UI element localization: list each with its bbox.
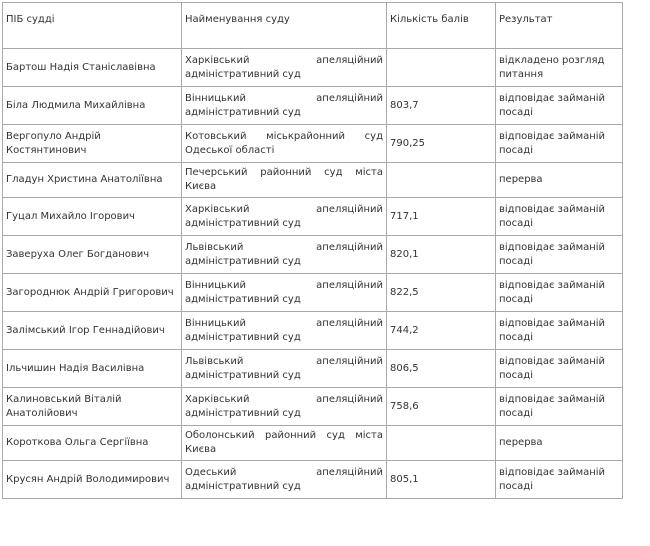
judge-name: Біла Людмила Михайлівна <box>3 87 182 125</box>
judge-name: Короткова Ольга Сергіївна <box>3 426 182 461</box>
table-row <box>3 163 623 198</box>
court-name: Вінницький апеляційний адміністративний суд <box>182 312 387 350</box>
result: відповідає займаній посаді <box>496 388 623 426</box>
court-name: Харківський апеляційний адміністративний суд <box>182 49 387 87</box>
judge-name: Гладун Христина Анатоліївна <box>3 163 182 198</box>
header-court-name: Найменування суду <box>182 3 387 49</box>
result: відповідає займаній посаді <box>496 198 623 236</box>
table-row <box>3 388 623 426</box>
score <box>387 163 496 198</box>
table-row <box>3 87 623 125</box>
table-row <box>3 198 623 236</box>
court-name: Вінницький апеляційний адміністративний суд <box>182 274 387 312</box>
court-name: Харківський апеляційний адміністративний суд <box>182 388 387 426</box>
table-row <box>3 49 623 87</box>
judge-name: Залімський Ігор Геннадійович <box>3 312 182 350</box>
score: 803,7 <box>387 87 496 125</box>
judge-name: Бартош Надія Станіславівна <box>3 49 182 87</box>
score: 717,1 <box>387 198 496 236</box>
judge-name: Гуцал Михайло Ігорович <box>3 198 182 236</box>
judge-name: Вергопуло Андрій Костянтинович <box>3 125 182 163</box>
judge-name: Загороднюк Андрій Григорович <box>3 274 182 312</box>
result: відповідає займаній посаді <box>496 274 623 312</box>
result: відповідає займаній посаді <box>496 236 623 274</box>
score: 806,5 <box>387 350 496 388</box>
court-name: Котовський міськрайонний суд Одеської області <box>182 125 387 163</box>
result: відповідає займаній посаді <box>496 350 623 388</box>
score: 744,2 <box>387 312 496 350</box>
header-judge-name: ПІБ судді <box>3 3 182 49</box>
judge-name: Заверуха Олег Богданович <box>3 236 182 274</box>
court-name: Харківський апеляційний адміністративний суд <box>182 198 387 236</box>
court-name: Львівський апеляційний адміністративний суд <box>182 350 387 388</box>
result: відповідає займаній посаді <box>496 87 623 125</box>
court-name: Вінницький апеляційний адміністративний суд <box>182 87 387 125</box>
score: 790,25 <box>387 125 496 163</box>
table-row <box>3 461 623 499</box>
result: перерва <box>496 426 623 461</box>
table-row <box>3 125 623 163</box>
result: відкладено розгляд питання <box>496 49 623 87</box>
score <box>387 49 496 87</box>
court-name: Печерський районний суд міста Києва <box>182 163 387 198</box>
result: відповідає займаній посаді <box>496 461 623 499</box>
result: відповідає займаній посаді <box>496 312 623 350</box>
court-name: Одеський апеляційний адміністративний суд <box>182 461 387 499</box>
table-row <box>3 312 623 350</box>
judge-name: Крусян Андрій Володимирович <box>3 461 182 499</box>
table-header-row <box>3 3 623 49</box>
score: 805,1 <box>387 461 496 499</box>
header-result: Результат <box>496 3 623 49</box>
table-row <box>3 350 623 388</box>
judges-results-table <box>2 2 623 499</box>
court-name: Львівський апеляційний адміністративний суд <box>182 236 387 274</box>
judge-name: Ільчишин Надія Василівна <box>3 350 182 388</box>
result: перерва <box>496 163 623 198</box>
score <box>387 426 496 461</box>
table-row <box>3 236 623 274</box>
score: 822,5 <box>387 274 496 312</box>
results-table-container <box>2 2 622 499</box>
court-name: Оболонський районний суд міста Києва <box>182 426 387 461</box>
score: 758,6 <box>387 388 496 426</box>
result: відповідає займаній посаді <box>496 125 623 163</box>
judge-name: Калиновський Віталій Анатолійович <box>3 388 182 426</box>
score: 820,1 <box>387 236 496 274</box>
table-row <box>3 274 623 312</box>
header-score: Кількість балів <box>387 3 496 49</box>
table-row <box>3 426 623 461</box>
